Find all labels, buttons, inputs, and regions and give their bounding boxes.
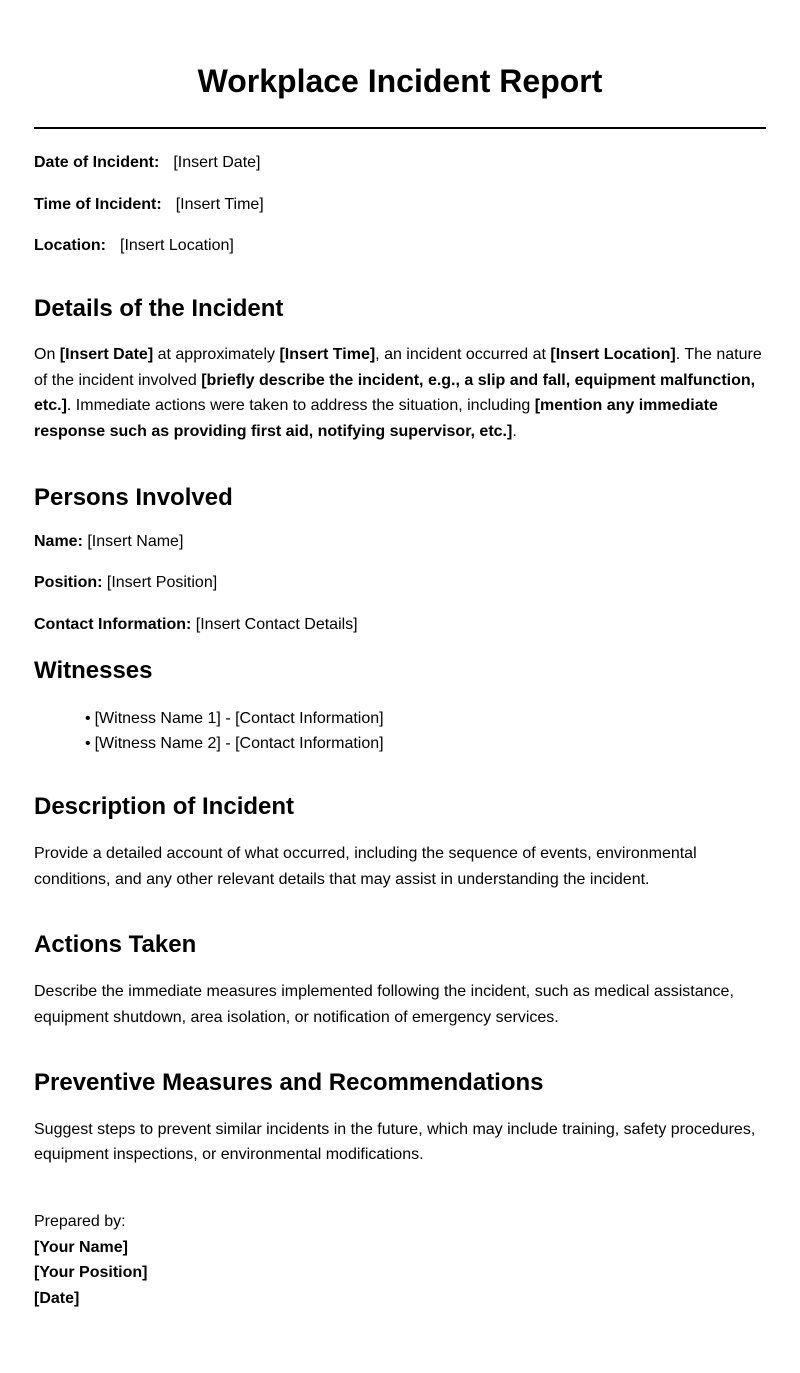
- details-section: [34, 295, 766, 445]
- details-text-6: .: [512, 423, 517, 441]
- person-position-value: [Insert Position]: [102, 574, 218, 592]
- person-position-label: Position:: [34, 574, 103, 592]
- persons-heading: Persons Involved: [34, 483, 233, 511]
- details-nature-placeholder: [briefly describe the incident, e.g., a slip and fall, equipment malfunction, etc.]: [34, 371, 756, 415]
- list-item: [85, 706, 766, 732]
- title-divider: [34, 127, 766, 129]
- description-heading: Description of Incident: [34, 792, 295, 820]
- signer-name: [Your Name]: [34, 1238, 128, 1256]
- location-row: [34, 236, 766, 256]
- witness-entry: [Witness Name 2] - [Contact Information]: [94, 735, 384, 753]
- time-of-incident-row: [34, 195, 766, 215]
- details-text-5: . Immediate actions were taken to address the situation, including: [66, 397, 535, 415]
- preventive-paragraph: Suggest steps to prevent similar incidents in the future, which may include training, safety procedures, equipment inspections, or environmental modifications.: [34, 1120, 756, 1164]
- details-time-placeholder: [Insert Time]: [279, 346, 376, 363]
- incident-meta: [34, 153, 766, 256]
- location-value: [Insert Location]: [120, 237, 234, 254]
- details-text-4: . The nature of the incident involved: [34, 346, 762, 389]
- date-of-incident-row: [34, 153, 766, 173]
- report-title: Workplace Incident Report: [197, 63, 603, 99]
- signature-date: [Date]: [34, 1289, 80, 1307]
- time-of-incident-value: [Insert Time]: [175, 195, 264, 213]
- person-name-value: [Insert Name]: [82, 532, 184, 550]
- person-name-label: Name:: [34, 532, 83, 550]
- signature-block: [34, 1209, 766, 1311]
- report-document: [34, 0, 766, 1311]
- person-contact-value: [Insert Contact Details]: [191, 615, 358, 633]
- person-name-row: [34, 532, 766, 552]
- date-of-incident-value: [Insert Date]: [173, 154, 261, 171]
- actions-paragraph: Describe the immediate measures implemented following the incident, such as medical assistance, equipment shutdown, area isolation, or notification of emergency services.: [34, 983, 734, 1026]
- witnesses-heading: Witnesses: [34, 656, 153, 684]
- witness-entry: [Witness Name 1] - [Contact Information]: [94, 709, 384, 727]
- preventive-section: [34, 1069, 766, 1168]
- persons-list: [34, 532, 766, 635]
- details-paragraph: [34, 342, 766, 445]
- date-of-incident-label: Date of Incident:: [34, 154, 160, 171]
- description-section: [34, 793, 766, 892]
- witness-list: [34, 706, 766, 757]
- person-position-row: [34, 573, 766, 593]
- time-of-incident-label: Time of Incident:: [34, 195, 162, 213]
- preventive-heading: Preventive Measures and Recommendations: [34, 1068, 544, 1096]
- details-location-placeholder: [Insert Location]: [550, 346, 676, 363]
- actions-heading: Actions Taken: [34, 931, 197, 959]
- details-date-placeholder: [Insert Date]: [59, 346, 154, 363]
- list-item: [85, 731, 766, 757]
- description-paragraph: Provide a detailed account of what occurred, including the sequence of events, environmental conditions, and any other relevant details that may assist in understanding the incident.: [34, 844, 697, 888]
- person-contact-label: Contact Information:: [34, 615, 192, 633]
- bullet-icon: •: [85, 735, 91, 753]
- details-text-1: On: [34, 346, 60, 363]
- details-text-2: at approximately: [153, 346, 280, 363]
- details-text-3: , an incident occurred at: [375, 346, 551, 363]
- persons-section: [34, 484, 766, 635]
- details-heading: Details of the Incident: [34, 295, 284, 322]
- actions-section: [34, 931, 766, 1030]
- details-response-placeholder: [mention any immediate response such as providing first aid, notifying supervisor, etc.]: [34, 397, 718, 441]
- bullet-icon: •: [85, 709, 91, 727]
- prepared-by-label: Prepared by:: [34, 1213, 126, 1231]
- signer-position: [Your Position]: [34, 1264, 148, 1282]
- location-label: Location:: [34, 237, 106, 254]
- witnesses-section: [34, 657, 766, 757]
- person-contact-row: [34, 615, 766, 635]
